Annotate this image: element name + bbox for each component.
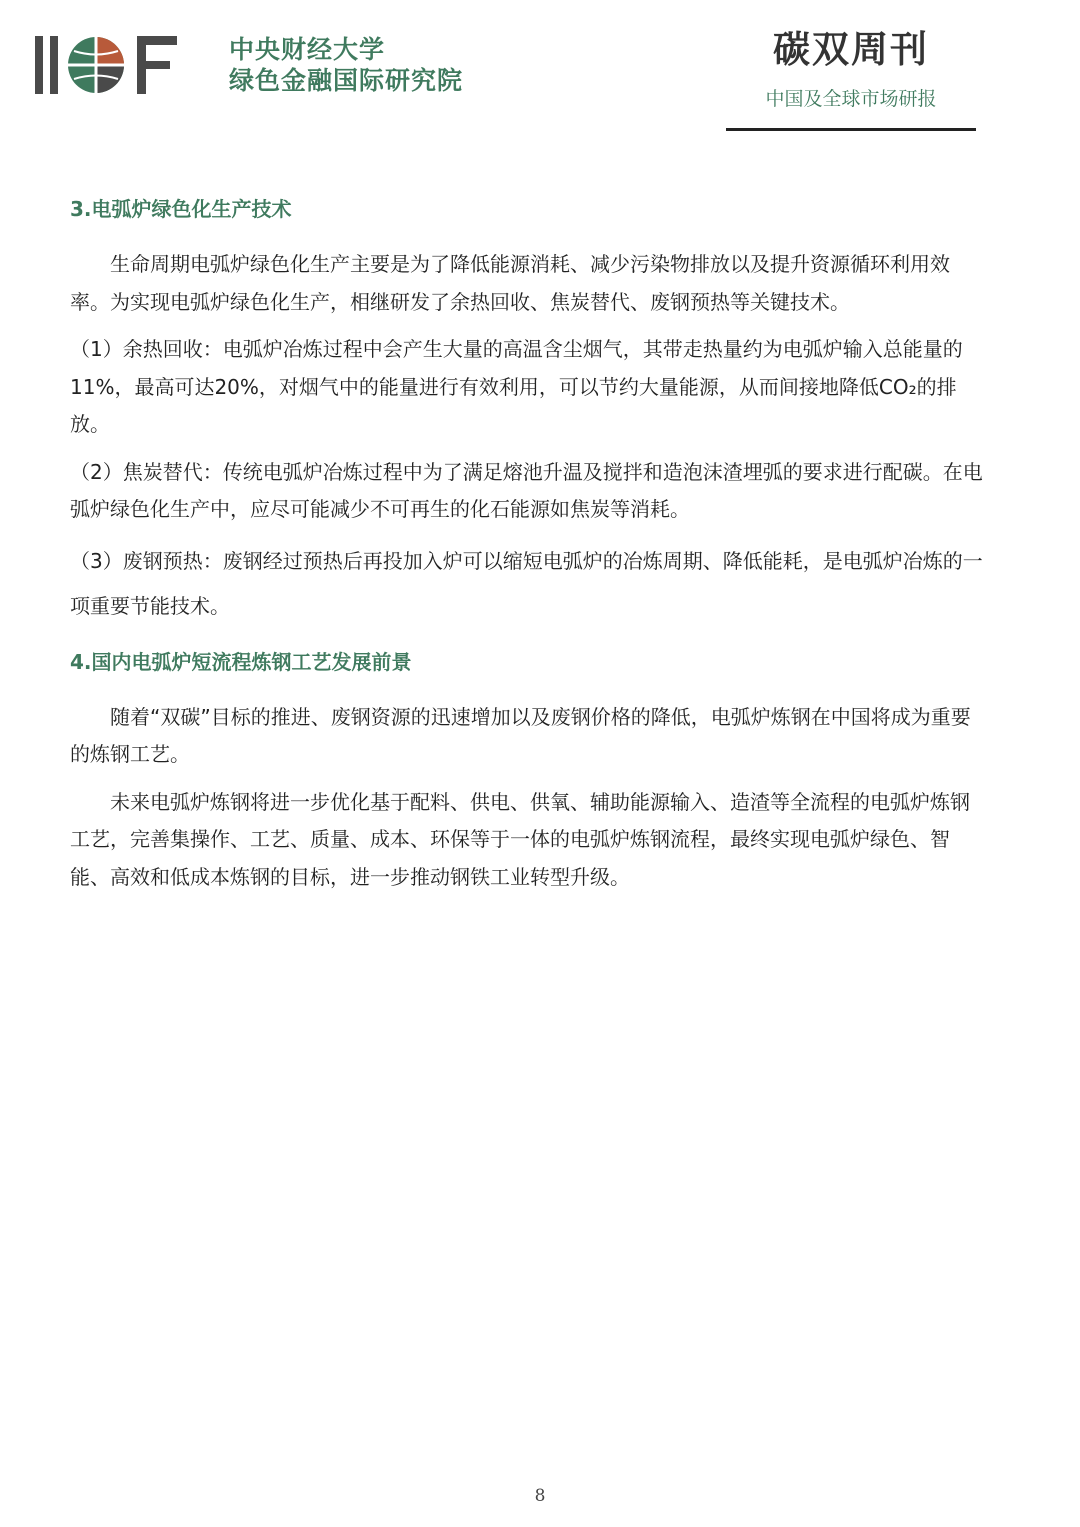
- org-name-line-2: 绿色金融国际研究院: [229, 66, 464, 95]
- body-paragraph: 随着“双碳”目标的推进、废钢资源的迅速增加以及废钢价格的降低，电弧炉炼钢在中国将成为重要的炼钢工艺。: [70, 704, 971, 766]
- iigf-logo-icon: [33, 34, 183, 96]
- list-item: （3）废钢预热：废钢经过预热后再投加入炉可以缩短电弧炉的冶炼周期、降低能耗，是电弧炉冶炼的一项重要节能技术。: [70, 548, 983, 618]
- section-heading: 3.电弧炉绿色化生产技术: [70, 197, 292, 221]
- publication-header: [726, 26, 976, 114]
- list-item: （1）余热回收：电弧炉冶炼过程中会产生大量的高温含尘烟气，其带走热量约为电弧炉输入总能量的11%，最高可达20%，对烟气中的能量进行有效利用，可以节约大量能源，从而间接地降低CO₂的排放。: [70, 337, 963, 436]
- institute-logo: [33, 30, 464, 100]
- publication-title: 碳双周刊: [773, 28, 929, 71]
- organization-name: [229, 34, 463, 96]
- publication-subtitle: 中国及全球市场研报: [765, 88, 937, 110]
- page-number: 8: [534, 1486, 546, 1506]
- list-item: （2）焦炭替代：传统电弧炉冶炼过程中为了满足熔池升温及搅拌和造泡沫渣埋弧的要求进行配碳。在电弧炉绿色化生产中，应尽可能减少不可再生的化石能源如焦炭等消耗。: [70, 459, 983, 521]
- body-paragraph: 未来电弧炉炼钢将进一步优化基于配料、供电、供氧、辅助能源输入、造渣等全流程的电弧炉炼钢工艺，完善集操作、工艺、质量、成本、环保等于一体的电弧炉炼钢流程，最终实现电弧炉绿色、智能、高效和低成本炼钢的目标，进一步推动钢铁工业转型升级。: [70, 789, 970, 889]
- section-heading: 4.国内电弧炉短流程炼钢工艺发展前景: [70, 649, 412, 674]
- document-body: [70, 193, 985, 896]
- body-paragraph: 生命周期电弧炉绿色化生产主要是为了降低能源消耗、减少污染物排放以及提升资源循环利用效率。为实现电弧炉绿色化生产，相继研发了余热回收、焦炭替代、废钢预热等关键技术。: [70, 252, 950, 314]
- org-name-line-1: 中央财经大学: [229, 35, 386, 64]
- header-divider: [726, 128, 976, 131]
